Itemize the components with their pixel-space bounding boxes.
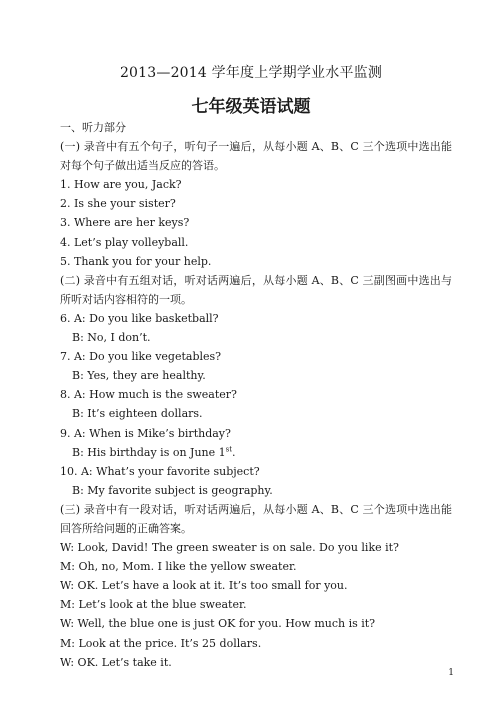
question-10-a: 10. A: What’s your favorite subject? [60, 464, 260, 478]
question-9-b [60, 443, 452, 462]
question-8-b: B: It’s eighteen dollars. [72, 407, 203, 421]
question-6-b: B: No, I don’t. [72, 331, 151, 345]
question-10-b: B: My favorite subject is geography. [72, 483, 273, 497]
dialogue-line: W: Well, the blue one is just OK for you. How much is it? [60, 617, 376, 631]
exam-subtitle: 七年级英语试题 [191, 97, 311, 117]
question-9-b-ordinal: st [225, 444, 233, 453]
question-7-a: 7. A: Do you like vegetables? [60, 350, 222, 364]
question-6-a: 6. A: Do you like basketball? [60, 311, 219, 325]
dialogue-line: M: Look at the price. It’s 25 dollars. [60, 636, 262, 650]
dialogue-line: M: Oh, no, Mom. I like the yellow sweater. [60, 560, 297, 574]
question-9-b-text: B: His birthday is on June 1 [72, 445, 226, 459]
part-3-instruction: (三) 录音中有一段对话，听对话两遍后，从每小题 A、B、C 三个选项中选出能回答所给问题的正确答案。 [60, 502, 452, 535]
dialogue-line: W: Look, David! The green sweater is on sale. Do you like it? [60, 541, 399, 555]
page-number: 1 [448, 668, 454, 678]
part-2-instruction: (二) 录音中有五组对话，听对话两遍后，从每小题 A、B、C 三副图画中选出与所听对话内容相符的一项。 [60, 273, 452, 306]
question-3: 3. Where are her keys? [60, 216, 190, 230]
dialogue-line: M: Let’s look at the blue sweater. [60, 598, 247, 612]
dialogue-line: W: OK. Let’s take it. [60, 655, 172, 669]
question-2: 2. Is she your sister? [60, 197, 176, 211]
question-1: 1. How are you, Jack? [60, 178, 182, 192]
question-9-b-period: . [232, 445, 236, 459]
section-heading-listening: 一、听力部分 [60, 121, 126, 134]
question-9-a: 9. A: When is Mike’s birthday? [60, 426, 231, 440]
question-5: 5. Thank you for your help. [60, 254, 212, 268]
exam-title: 2013—2014 学年度上学期学业水平监测 [119, 65, 383, 81]
exam-content [60, 118, 452, 672]
question-4: 4. Let’s play volleyball. [60, 235, 189, 249]
question-7-b: B: Yes, they are healthy. [72, 369, 206, 383]
question-8-a: 8. A: How much is the sweater? [60, 388, 237, 402]
dialogue-line: W: OK. Let’s have a look at it. It’s too small for you. [60, 579, 348, 593]
part-1-instruction: (一) 录音中有五个句子，听句子一遍后，从每小题 A、B、C 三个选项中选出能对每个句子做出适当反应的答语。 [60, 140, 452, 173]
